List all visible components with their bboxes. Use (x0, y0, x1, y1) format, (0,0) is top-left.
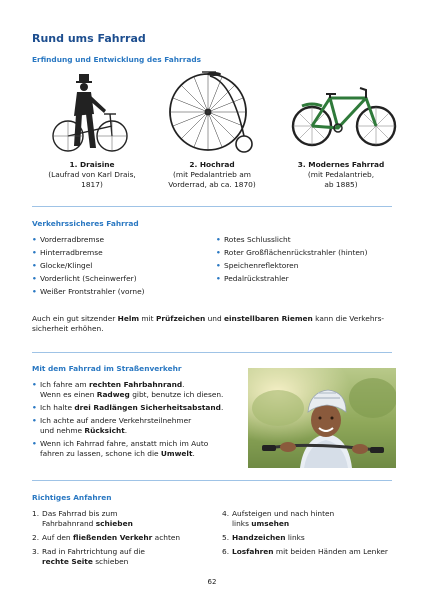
safe-bike-heading: Verkehrssicheres Fahrrad (32, 219, 139, 228)
draisine-image (52, 70, 128, 154)
list-item: 1. Das Fahrrad bis zum Fahrbahnrand schieben (32, 509, 133, 528)
list-item: 2. Auf den fließenden Verkehr achten (32, 533, 181, 542)
traffic-list (32, 380, 242, 462)
list-item: • Vorderradbremse (32, 235, 105, 244)
list-item: 6. Losfahren mit beiden Händen am Lenker (222, 547, 388, 556)
divider (32, 206, 392, 207)
list-item: • Wenn ich Fahrrad fahre, anstatt mich im Auto fahren zu lassen, schone ich die Umwelt. (32, 439, 209, 458)
safe-bike-list-left (32, 235, 212, 300)
divider (32, 480, 392, 481)
helmet-note: Auch ein gut sitzender Helm mit Prüfzeichen und einstellbaren Riemen kann die Verkehrs- sicherheit erhöhen. (32, 314, 385, 333)
list-item: • Pedalrückstrahler (216, 274, 289, 283)
traffic-heading: Mit dem Fahrrad im Straßenverkehr (32, 364, 182, 373)
list-item: • Speichenreflektoren (216, 261, 299, 270)
page-number: 62 (207, 578, 217, 586)
list-item: • Glocke/Klingel (32, 261, 93, 270)
list-item: • Roter Großflächenrückstrahler (hinten) (216, 248, 368, 257)
list-item: 3. Rad in Fahrtrichtung auf die rechte Seite schieben (32, 547, 145, 566)
list-item: • Ich fahre am rechten Fahrbahnrand. Wenn es einen Radweg gibt, benutze ich diesen. (32, 380, 224, 399)
list-item: • Weißer Frontstrahler (vorne) (32, 287, 145, 296)
list-item: • Hinterradbremse (32, 248, 103, 257)
list-item: 4. Aufsteigen und nach hinten links umsehen (222, 509, 335, 528)
list-item: • Ich achte auf andere Verkehrsteilnehmer und nehme Rücksicht. (32, 416, 192, 435)
safe-bike-list-right (216, 235, 396, 287)
caption-draisine: 1. Draisine (Laufrad von Karl Drais, 1817) (48, 160, 136, 189)
invention-heading: Erfindung und Entwicklung des Fahrrads (32, 55, 202, 64)
penny-farthing-image (166, 70, 258, 154)
start-steps-left (32, 509, 212, 571)
start-steps-right (222, 509, 402, 561)
list-item: 5. Handzeichen links (222, 533, 305, 542)
list-item: • Ich halte drei Radlängen Sicherheitsabstand. (32, 403, 224, 412)
caption-hochrad: 2. Hochrad (mit Pedalantrieb am Vorderrad, ab ca. 1870) (168, 160, 256, 189)
list-item: • Vorderlicht (Scheinwerfer) (32, 274, 137, 283)
caption-modern-bicycle: 3. Modernes Fahrrad (mit Pedalantrieb, ab 1885) (297, 160, 385, 189)
page-title: Rund ums Fahrrad (32, 32, 146, 45)
list-item: • Rotes Schlusslicht (216, 235, 291, 244)
modern-bicycle-image (290, 80, 398, 150)
child-with-helmet-photo (248, 368, 396, 468)
divider (32, 352, 392, 353)
start-heading: Richtiges Anfahren (32, 493, 112, 502)
